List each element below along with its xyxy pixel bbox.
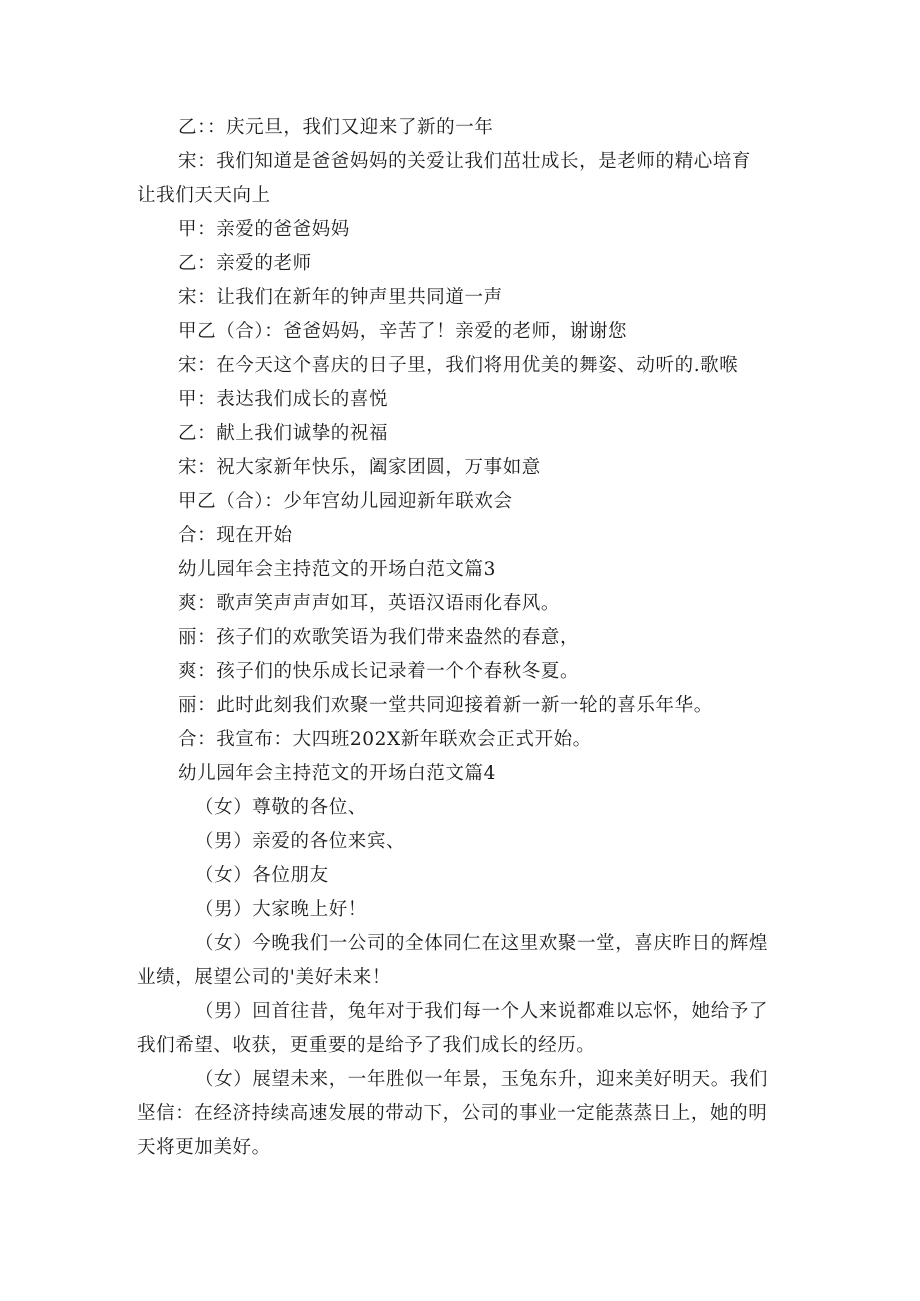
text-line: 爽：孩子们的快乐成长记录着一个个春秋冬夏。 [178,661,580,682]
text-line: 甲乙（合）：少年宫幼儿园迎新年联欢会 [178,491,513,512]
text-line: 业绩，展望公司的'美好未来！ [137,967,391,988]
text-line: （女）今晚我们一公司的全体同仁在这里欢聚一堂，喜庆昨日的辉煌 [195,933,769,954]
text-line: 乙：亲爱的老师 [178,253,312,274]
text-line: 甲：表达我们成长的喜悦 [178,389,389,410]
text-line: （女）尊敬的各位、 [195,797,367,818]
text-line: 丽：孩子们的欢歌笑语为我们带来盎然的春意， [178,627,580,648]
text-line: 坚信：在经济持续高速发展的带动下，公司的事业一定能蒸蒸日上，她的明 [137,1103,768,1124]
text-line: （男）亲爱的各位来宾、 [195,831,406,852]
section-heading: 幼儿园年会主持范文的开场白范文篇4 [178,763,496,784]
text-line: 合：现在开始 [178,525,293,546]
text-line: 宋：祝大家新年快乐，阖家团圆，万事如意 [178,457,541,478]
text-line: 乙：献上我们诚挚的祝福 [178,423,389,444]
text-line: 宋：让我们在新年的钟声里共同道一声 [178,287,503,308]
text-line: 甲：亲爱的爸爸妈妈 [178,219,350,240]
text-line: 天将更加美好。 [137,1137,271,1158]
text-line: 丽：此时此刻我们欢聚一堂共同迎接着新一新一轮的喜乐年华。 [178,695,713,716]
text-line: 乙：：庆元旦，我们又迎来了新的一年 [178,117,494,138]
text-line: 爽：歌声笑声声声如耳，英语汉语雨化春风。 [178,593,561,614]
section-heading: 幼儿园年会主持范文的开场白范文篇3 [178,559,496,580]
text-line: 宋：我们知道是爸爸妈妈的关爱让我们茁壮成长，是老师的精心培育 [178,151,752,172]
text-line: 我们希望、收获，更重要的是给予了我们成长的经历。 [137,1035,596,1056]
text-line: 合：我宣布：大四班202X新年联欢会正式开始。 [178,729,592,750]
text-line: 宋：在今天这个喜庆的日子里，我们将用优美的舞姿、动听的.歌喉 [178,355,739,376]
text-line: 甲乙（合）：爸爸妈妈，辛苦了！亲爱的老师，谢谢您 [178,321,628,342]
text-line: （男）大家晚上好！ [195,899,367,920]
text-line: （女）各位朋友 [195,865,329,886]
text-line: （女）展望未来，一年胜似一年景，玉兔东升，迎来美好明天。我们 [195,1069,769,1090]
text-line: 让我们天天向上 [137,185,271,206]
text-line: （男）回首往昔，兔年对于我们每一个人来说都难以忘怀，她给予了 [195,1001,769,1022]
